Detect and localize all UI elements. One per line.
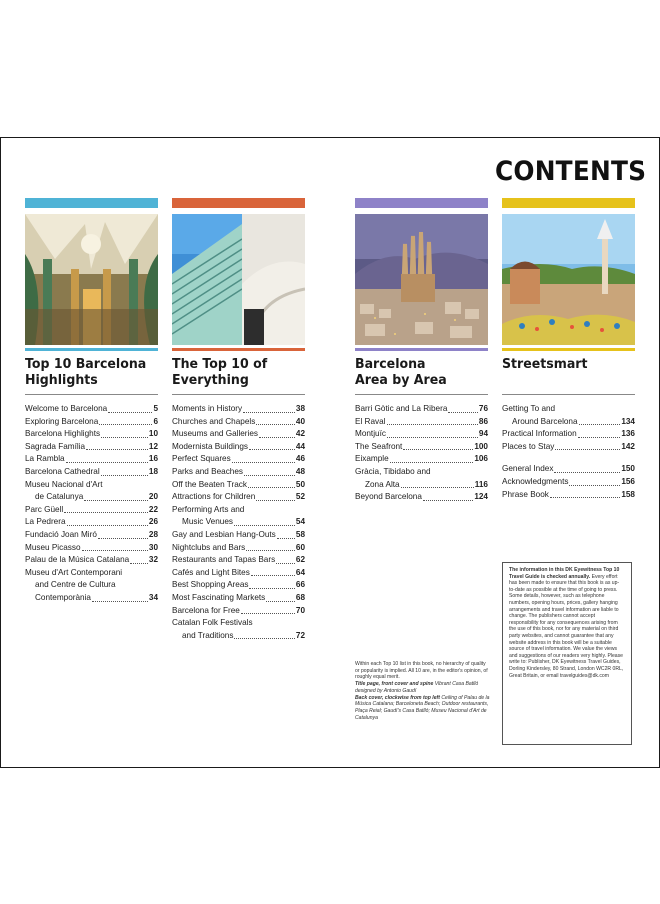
toc-entry[interactable]: Practical Information 136 bbox=[502, 429, 635, 439]
toc-entry[interactable]: Gay and Lesbian Hang-Outs 58 bbox=[172, 529, 305, 539]
toc-entry[interactable]: Performing Arts and Music Venues 54 bbox=[172, 504, 305, 527]
section-heading: The Top 10 of Everything bbox=[172, 356, 268, 388]
toc-entry[interactable]: Moments in History 38 bbox=[172, 404, 305, 413]
toc-entry[interactable]: Palau de la Música Catalana 32 bbox=[25, 555, 158, 565]
disclaimer-box: The information in this DK Eyewitness Top 10 Travel Guide is checked annually. Every effort has been made to ensure that this book is as up-to-date as possible at the time of going to press. Some details, however, such as telephone numbers, opening hours, prices, gallery hanging arrangements and travel information are liable to change. The publishers cannot accept responsibility for any consequences arising from the use of this book, nor for any material on third party websites, and cannot guarantee that any website address in this book will be a suitable source of travel information. We value the views and suggestions of our readers very highly. Please write to: Publisher, DK Eyewitness Travel Guides, Dorling Kindersley, 80 Strand, London WC2R 0RL, Great Britain, or email travelguides@dk.com bbox=[502, 562, 632, 745]
toc-entry[interactable]: Perfect Squares 46 bbox=[172, 454, 305, 464]
section-color-bar bbox=[502, 198, 635, 208]
section-color-bar bbox=[172, 198, 305, 208]
toc-entry[interactable]: Museu Nacional d'Art de Catalunya 20 bbox=[25, 479, 158, 502]
toc-entry[interactable]: Gràcia, Tibidabo and Zona Alta 116 bbox=[355, 466, 488, 489]
contents-spread bbox=[0, 137, 660, 768]
toc-entry[interactable]: Best Shopping Areas 66 bbox=[172, 580, 305, 590]
section-everything bbox=[172, 198, 305, 642]
toc-entry[interactable]: Museu d'Art Contemporani and Centre de Cultura Contemporània 34 bbox=[25, 567, 158, 602]
section-heading: Top 10 Barcelona Highlights bbox=[25, 356, 147, 388]
toc-entry[interactable]: Museums and Galleries 42 bbox=[172, 429, 305, 439]
toc-entry[interactable]: Parks and Beaches 48 bbox=[172, 466, 305, 476]
toc-entry[interactable]: Welcome to Barcelona 5 bbox=[25, 404, 158, 413]
toc-entry[interactable]: Getting To and Around Barcelona 134 bbox=[502, 404, 635, 426]
section-heading: Streetsmart bbox=[502, 356, 588, 372]
toc-entry[interactable]: Barcelona for Free 70 bbox=[172, 605, 305, 615]
toc-entry[interactable]: Places to Stay 142 bbox=[502, 441, 635, 451]
toc-entry[interactable]: Restaurants and Tapas Bars 62 bbox=[172, 555, 305, 565]
toc-entry[interactable]: Parc Güell 22 bbox=[25, 504, 158, 514]
section-color-bar bbox=[355, 198, 488, 208]
toc-entry[interactable]: Churches and Chapels 40 bbox=[172, 416, 305, 426]
toc-list bbox=[502, 403, 635, 501]
toc-entry[interactable]: Montjuïc 94 bbox=[355, 429, 488, 439]
photo-city-skyline bbox=[355, 214, 488, 345]
section-area-by-area bbox=[355, 198, 488, 504]
toc-entry[interactable]: General Index 150 bbox=[502, 464, 635, 474]
toc-entry[interactable]: Museu Picasso 30 bbox=[25, 542, 158, 552]
toc-entry[interactable]: El Raval 86 bbox=[355, 416, 488, 426]
toc-list bbox=[25, 403, 158, 605]
photo-parc-guell bbox=[502, 214, 635, 345]
toc-entry[interactable]: Modernista Buildings 44 bbox=[172, 441, 305, 451]
toc-entry[interactable]: Eixample 106 bbox=[355, 454, 488, 464]
toc-entry[interactable]: Acknowledgments 156 bbox=[502, 476, 635, 486]
toc-entry[interactable]: Fundació Joan Miró 28 bbox=[25, 529, 158, 539]
section-heading: Barcelona Area by Area bbox=[355, 356, 447, 388]
editorial-note: Within each Top 10 list in this book, no hierarchy of quality or popularity is implied. All 10 are, in the editor's opinion, of roughly equal merit. Title page, front cover and spine Vibrant Casa Batlló designed by Antonio Gaudí Back cover, clockwise from top left Ceiling of Palau de la Música Catalana; Barceloneta Beach; Outdoor restaurants, Plaça Reial; Gaudí's Casa Batlló; Museu Nacional d'Art de Catalunya bbox=[355, 661, 490, 721]
section-streetsmart bbox=[502, 198, 635, 501]
toc-entry[interactable]: Attractions for Children 52 bbox=[172, 492, 305, 502]
toc-entry[interactable]: La Rambla 16 bbox=[25, 454, 158, 464]
toc-list bbox=[172, 403, 305, 642]
toc-entry[interactable]: La Pedrera 26 bbox=[25, 517, 158, 527]
toc-entry[interactable]: Most Fascinating Markets 68 bbox=[172, 592, 305, 602]
toc-entry[interactable]: Sagrada Família 12 bbox=[25, 441, 158, 451]
toc-entry[interactable]: Nightclubs and Bars 60 bbox=[172, 542, 305, 552]
photo-sagrada-familia-interior bbox=[25, 214, 158, 345]
toc-entry[interactable]: Catalan Folk Festivals and Traditions 72 bbox=[172, 618, 305, 640]
toc-entry[interactable]: Phrase Book 158 bbox=[502, 489, 635, 499]
toc-entry[interactable]: Beyond Barcelona 124 bbox=[355, 492, 488, 502]
section-color-bar bbox=[25, 198, 158, 208]
toc-entry[interactable]: Cafés and Light Bites 64 bbox=[172, 567, 305, 577]
toc-entry[interactable]: Barri Gòtic and La Ribera 76 bbox=[355, 404, 488, 413]
toc-list bbox=[355, 403, 488, 504]
toc-entry[interactable]: Exploring Barcelona 6 bbox=[25, 416, 158, 426]
page-title: CONTENTS bbox=[495, 156, 647, 187]
toc-entry[interactable]: Barcelona Cathedral 18 bbox=[25, 466, 158, 476]
photo-modern-building bbox=[172, 214, 305, 345]
section-highlights bbox=[25, 198, 158, 605]
toc-entry[interactable]: Barcelona Highlights 10 bbox=[25, 429, 158, 439]
toc-entry[interactable]: The Seafront 100 bbox=[355, 441, 488, 451]
toc-entry[interactable]: Off the Beaten Track 50 bbox=[172, 479, 305, 489]
